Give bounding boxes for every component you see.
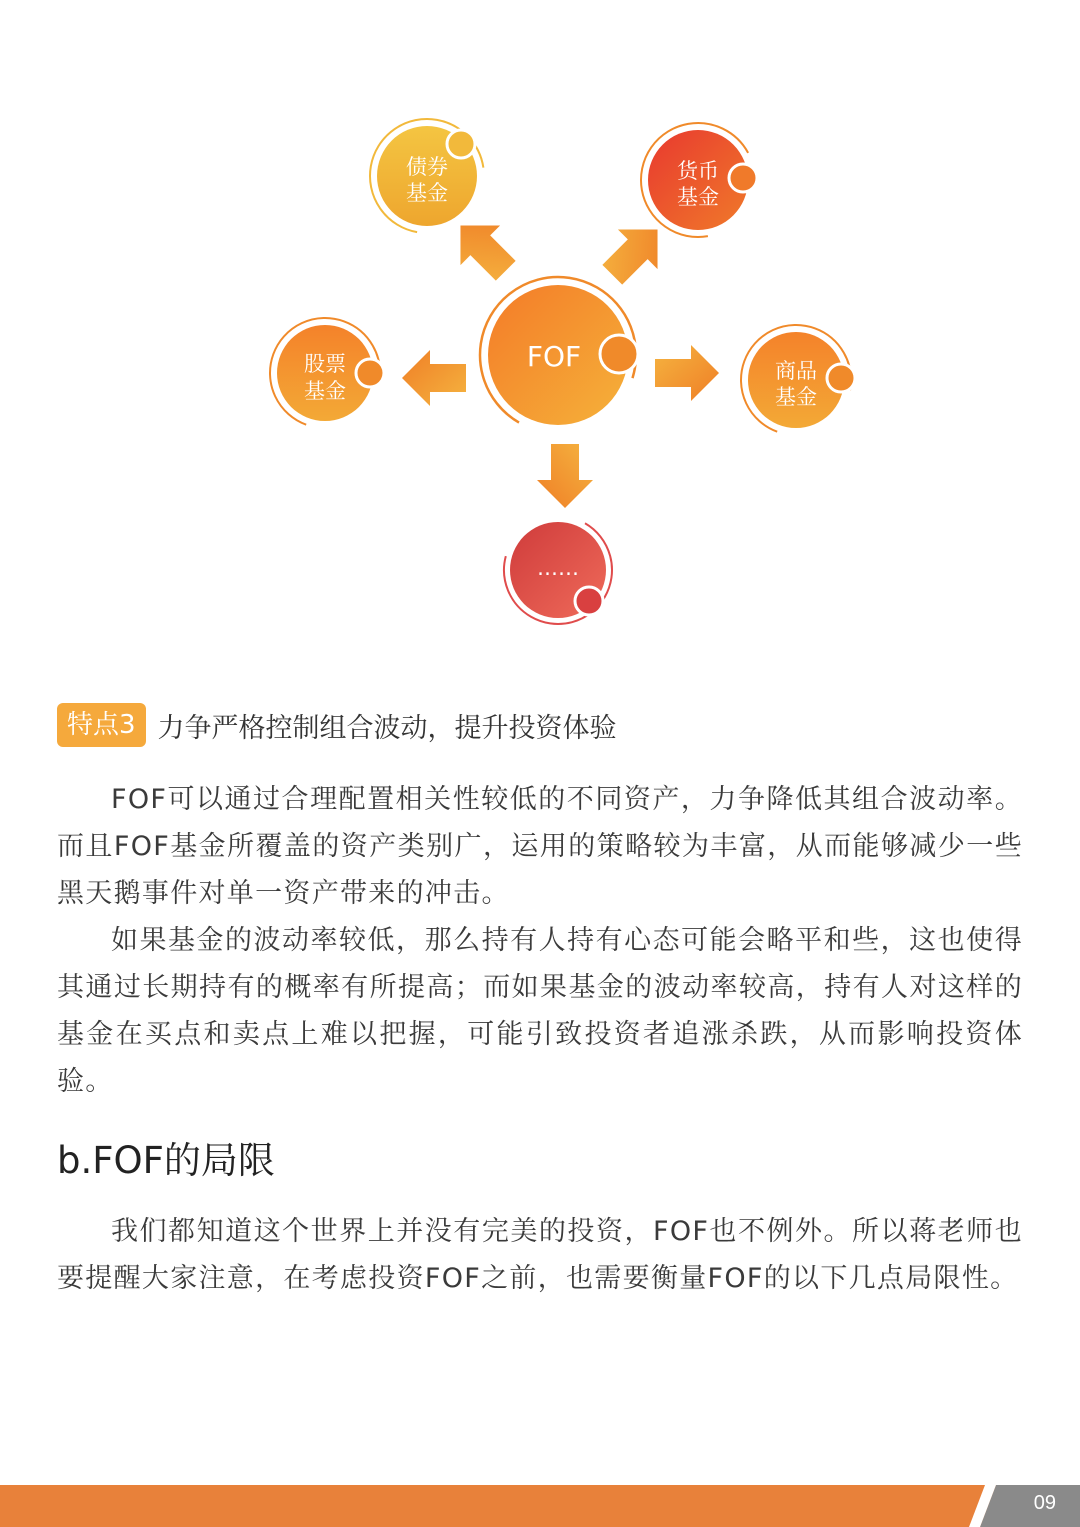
node-dot (729, 164, 757, 192)
node-stock-fund (255, 303, 396, 444)
node-bond-fund (361, 110, 493, 242)
section-heading: b.FOF的局限 (57, 1139, 275, 1182)
node-fof-center (451, 248, 664, 461)
node-dot (447, 130, 475, 158)
paragraph-holding: 如果基金的波动率较低，那么持有人持有心态可能会略平和些，这也使得其通过长期持有的概率有所提高；而如果基金的波动率较高，持有人对这样的基金在买点和卖点上难以把握，可能引致投资者追涨杀跌，从而影响投资体验。 (57, 925, 1023, 1097)
feature-title: 力争严格控制组合波动，提升投资体验 (157, 712, 617, 744)
paragraph-limitations: 我们都知道这个世界上并没有完美的投资，FOF也不例外。所以蒋老师也要提醒大家注意，在考虑投资FOF之前，也需要衡量FOF的以下几点局限性。 (57, 1216, 1023, 1294)
footer-bar (0, 1485, 1080, 1527)
node-money-fund (632, 114, 764, 246)
node-money-line2: 基金 (677, 185, 719, 209)
node-other-label: …… (537, 556, 579, 580)
arrow-to-stock (402, 350, 466, 406)
arrow-to-other (537, 444, 593, 508)
node-stock-line2: 基金 (304, 379, 346, 403)
node-fof-label: FOF (526, 340, 582, 373)
node-dot (827, 364, 855, 392)
node-money-line1: 货币 (677, 159, 719, 183)
node-commodity-fund (726, 310, 867, 451)
node-bond-line1: 债券 (406, 155, 448, 179)
node-commodity-line2: 基金 (775, 385, 817, 409)
node-commodity-line1: 商品 (775, 359, 817, 383)
page-number: 09 (1033, 1492, 1056, 1514)
node-other (484, 496, 632, 644)
arrow-to-commodity (655, 345, 719, 401)
node-dot (356, 359, 384, 387)
fof-diagram (0, 0, 1080, 660)
node-dot (600, 335, 638, 373)
feature-heading (57, 702, 617, 748)
node-dot (575, 587, 603, 615)
node-bond-line2: 基金 (406, 181, 448, 205)
footer-page-tab (980, 1485, 1080, 1527)
feature-badge: 特点3 (57, 703, 146, 747)
arrow-to-money (592, 210, 677, 295)
paragraph-volatility: FOF可以通过合理配置相关性较低的不同资产，力争降低其组合波动率。而且FOF基金所覆盖的资产类别广，运用的策略较为丰富，从而能够减少一些黑天鹅事件对单一资产带来的冲击。 (57, 784, 1023, 909)
node-stock-line1: 股票 (304, 352, 346, 376)
